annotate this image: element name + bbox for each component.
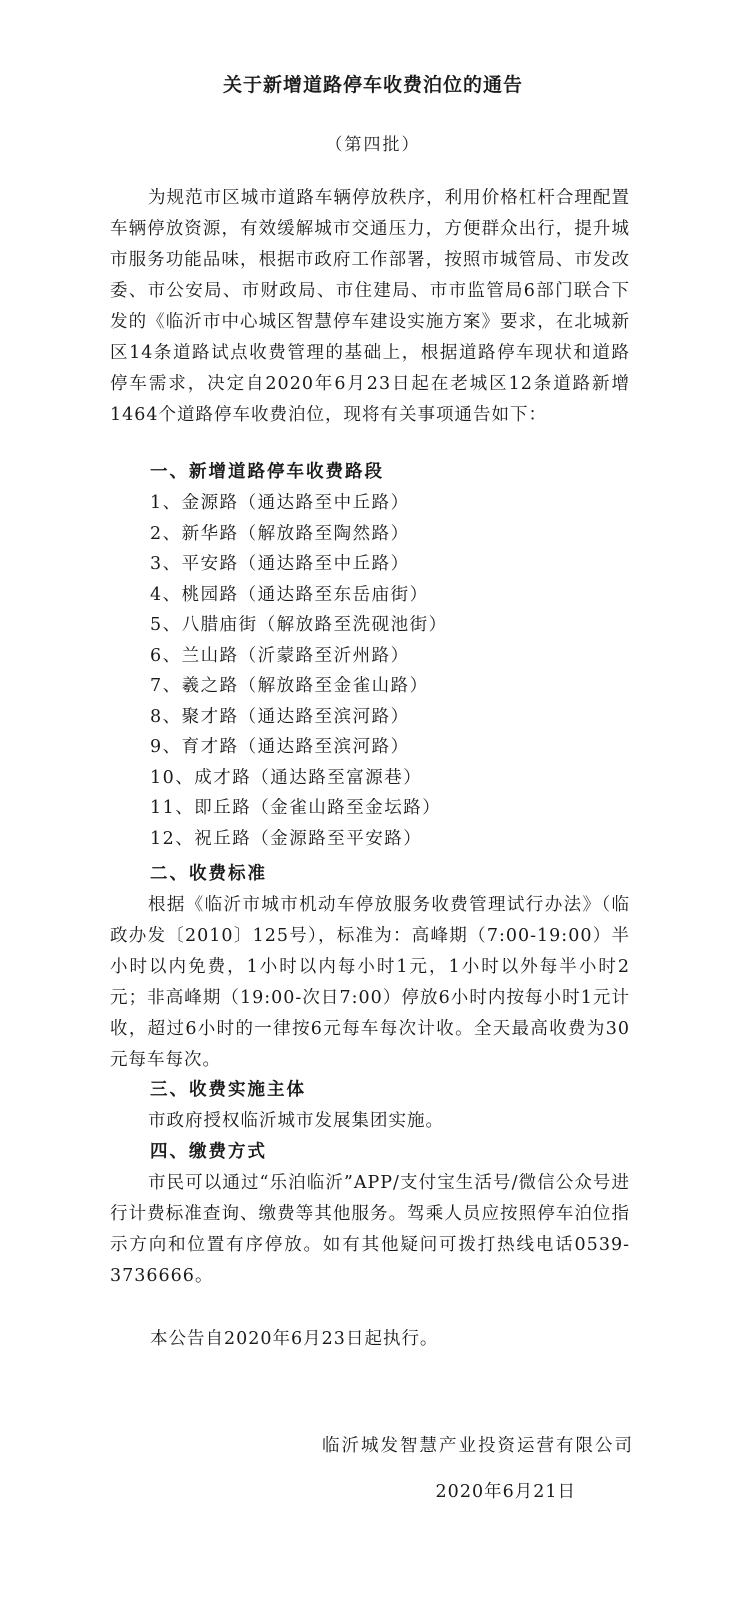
road-item: 12、祝丘路（金源路至平安路） — [150, 828, 423, 849]
road-item: 11、即丘路（金雀山路至金坛路） — [150, 798, 442, 818]
closing-statement: 本公告自2020年6月23日起执行。 — [150, 1329, 439, 1349]
payment-paragraph — [110, 1168, 630, 1292]
road-item: 3、平安路（通达路至中丘路） — [150, 554, 410, 574]
road-item: 7、羲之路（解放路至金雀山路） — [150, 676, 429, 696]
road-item: 10、成才路（通达路至富源巷） — [150, 767, 423, 788]
intro-paragraph — [110, 183, 630, 431]
notice-title: 关于新增道路停车收费泊位的通告 — [222, 74, 523, 96]
operator-paragraph — [110, 1106, 630, 1137]
road-list — [150, 488, 448, 854]
road-item: 1、金源路（通达路至中丘路） — [150, 493, 410, 513]
road-item: 4、桃园路（通达路至东岳庙街） — [150, 584, 429, 605]
section1-heading: 一、新增道路停车收费路段 — [150, 462, 384, 482]
section4-heading: 四、缴费方式 — [150, 1142, 267, 1162]
road-item: 5、八腊庙街（解放路至洗砚池街） — [150, 615, 448, 635]
batch-label: （第四批） — [325, 135, 421, 155]
issuer-company: 临沂城发智慧产业投资运营有限公司 — [322, 1436, 634, 1456]
section2-heading: 二、收费标准 — [150, 864, 267, 884]
road-item: 2、新华路（解放路至陶然路） — [150, 523, 410, 544]
fee-standard-paragraph — [110, 890, 630, 1076]
operator-text: 市政府授权临沂城市发展集团实施。 — [148, 1111, 444, 1131]
road-item: 9、育才路（通达路至滨河路） — [150, 737, 410, 757]
intro-text: 为规范市区城市道路车辆停放秩序，利用价格杠杆合理配置车辆停放资源，有效缓解城市交通压力，方便群众出行，提升城市服务功能品味，根据市政府工作部署，按照市城管局、市发改委、市公安局、市财政局、市住建局、市市监管局6部门联合下发的《临沂市中心城区智慧停车建设实施方案》要求，在北城新区14条道路试点收费管理的基础上，根据道路停车现状和道路停车需求，决定自2020年6月23日起在老城区12条道路新增1464个道路停车收费泊位，现将有关事项通告如下： — [110, 188, 630, 425]
issue-date: 2020年6月21日 — [435, 1482, 576, 1502]
payment-text: 市民可以通过“乐泊临沂”APP/支付宝生活号/微信公众号进行计费标准查询、缴费等其他服务。驾乘人员应按照停车泊位指示方向和位置有序停放。如有其他疑问可拨打热线电话0539-3736666。 — [110, 1173, 630, 1286]
fee-standard-text: 根据《临沂市城市机动车停放服务收费管理试行办法》（临政办发〔2010〕125号），标准为：高峰期（7:00-19:00）半小时以内免费，1小时以内每小时1元，1小时以外每半小时2元；非高峰期（19:00-次日7:00）停放6小时内按每小时1元计收，超过6小时的一律按6元每车每次计收。全天最高收费为30元每车每次。 — [110, 895, 630, 1070]
road-item: 6、兰山路（沂蒙路至沂州路） — [150, 645, 410, 666]
section3-heading: 三、收费实施主体 — [150, 1080, 306, 1100]
road-item: 8、聚才路（通达路至滨河路） — [150, 706, 410, 727]
